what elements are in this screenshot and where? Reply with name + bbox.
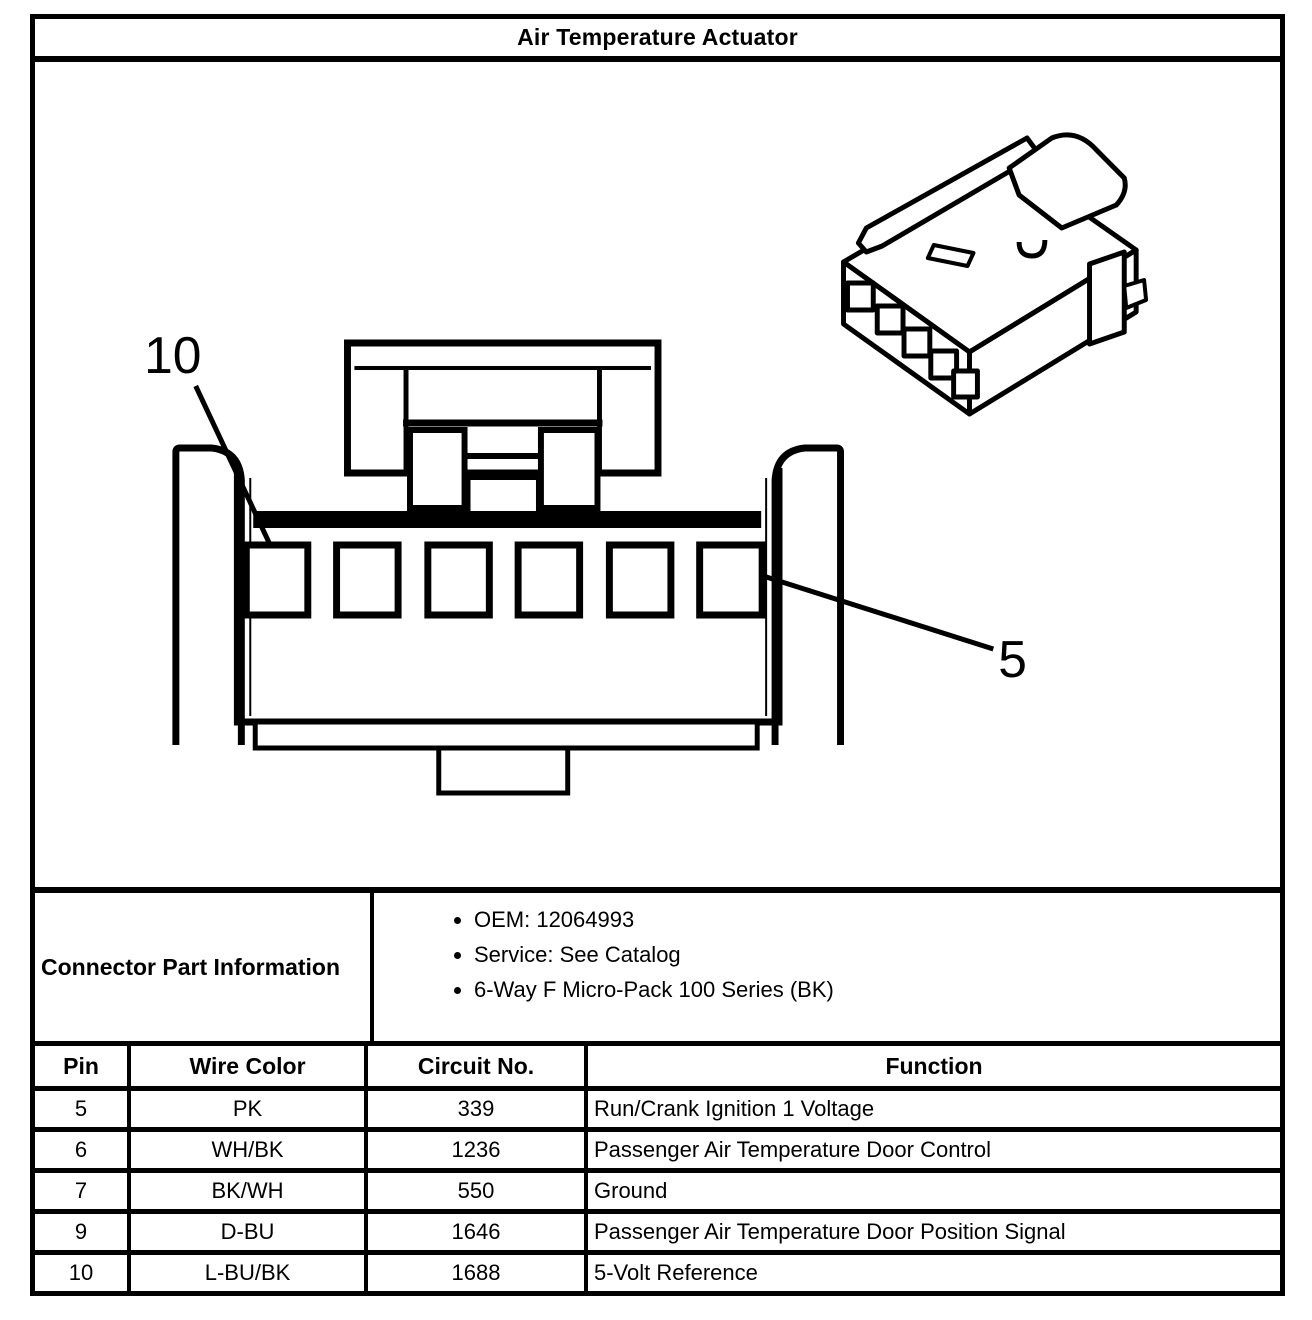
cell-pin: 6: [35, 1132, 131, 1168]
pin-table: [35, 1046, 1280, 1291]
connector-front-view: [176, 343, 993, 793]
bottom-step: [255, 722, 757, 748]
cell-circuit-no: 550: [368, 1173, 588, 1209]
table-row: [35, 1209, 1280, 1250]
cell-pin: 7: [35, 1173, 131, 1209]
pin-cavity-7: [518, 545, 580, 615]
cell-circuit-no: 339: [368, 1091, 588, 1127]
iso-pin-cavity: [904, 329, 930, 356]
cell-circuit-no: 1646: [368, 1214, 588, 1250]
cell-pin: 5: [35, 1091, 131, 1127]
table-row: [35, 1250, 1280, 1291]
pin-label-5: 5: [998, 629, 1027, 689]
pin-cavity-8: [428, 545, 490, 615]
cell-function: Passenger Air Temperature Door Control: [594, 1137, 992, 1162]
pin-label-10: 10: [144, 325, 202, 385]
part-info-bullet-oem: • OEM: 12064993: [474, 902, 1280, 937]
header-function: Function: [885, 1052, 983, 1079]
connector-diagram: [35, 62, 1280, 893]
pin-table-header-row: [35, 1046, 1280, 1086]
pin-cavities: [246, 545, 762, 615]
page-title: Air Temperature Actuator: [35, 19, 1280, 62]
latch-bar-left: [410, 430, 465, 508]
part-info-row: [35, 893, 1280, 1046]
leader-line-pin-5: [763, 576, 993, 649]
cell-function: 5-Volt Reference: [594, 1260, 758, 1285]
cell-wire-color: BK/WH: [131, 1173, 368, 1209]
top-latch-assembly: [347, 343, 658, 514]
cell-wire-color: D-BU: [131, 1214, 368, 1250]
iso-pin-cavity: [847, 283, 873, 310]
iso-lock-nub: [1124, 280, 1146, 308]
cell-pin: 10: [35, 1255, 131, 1291]
cell-function: Ground: [594, 1178, 668, 1203]
pin-cavity-5: [700, 545, 762, 615]
cell-wire-color: WH/BK: [131, 1132, 368, 1168]
part-info-content: [374, 893, 1280, 1041]
table-row: [35, 1086, 1280, 1127]
cell-circuit-no: 1236: [368, 1132, 588, 1168]
latch-bar-right: [541, 430, 598, 508]
cell-function: Passenger Air Temperature Door Position Signal: [594, 1219, 1066, 1244]
pin-cavity-9: [337, 545, 399, 615]
part-info-label: Connector Part Information: [35, 893, 374, 1041]
cell-circuit-no: 1688: [368, 1255, 588, 1291]
pin-cavity-10: [246, 545, 308, 615]
cell-wire-color: L-BU/BK: [131, 1255, 368, 1291]
part-info-list: [374, 902, 1280, 1007]
leader-line-pin-10: [196, 386, 271, 547]
connector-isometric-view: [844, 135, 1147, 414]
latch-center-post: [468, 477, 539, 514]
header-wire-color: Wire Color: [131, 1046, 368, 1086]
part-info-bullet-series: • 6-Way F Micro-Pack 100 Series (BK): [474, 972, 1280, 1007]
bottom-tab: [439, 748, 568, 793]
table-row: [35, 1168, 1280, 1209]
cell-function: Run/Crank Ignition 1 Voltage: [594, 1096, 875, 1121]
iso-lock-block: [1090, 252, 1125, 344]
cell-wire-color: PK: [131, 1091, 368, 1127]
connector-ear-left: [176, 448, 241, 745]
pin-cavity-6: [609, 545, 671, 615]
cell-pin: 9: [35, 1214, 131, 1250]
header-pin: Pin: [35, 1046, 131, 1086]
table-row: [35, 1127, 1280, 1168]
iso-pin-cavity: [954, 371, 978, 397]
header-circuit-no: Circuit No.: [368, 1046, 588, 1086]
part-info-bullet-service: • Service: See Catalog: [474, 937, 1280, 972]
iso-pin-cavity: [877, 306, 903, 333]
connector-info-sheet: [30, 14, 1285, 1296]
connector-diagram-svg: [35, 62, 1280, 887]
